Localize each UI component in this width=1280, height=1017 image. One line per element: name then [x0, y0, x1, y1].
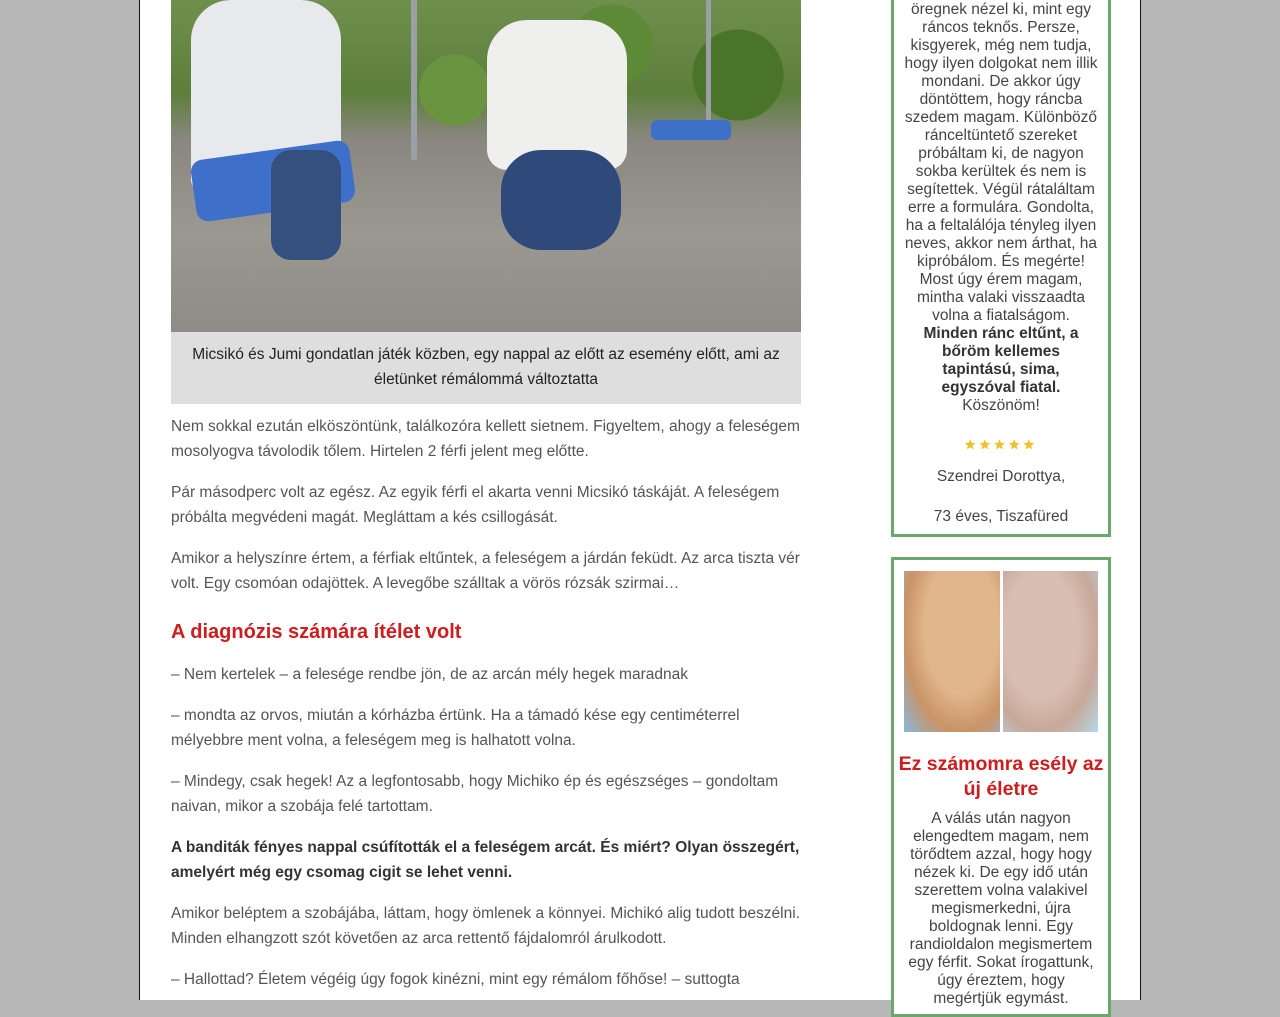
girl-legs: [271, 150, 341, 260]
article-photo: [171, 0, 801, 332]
photo-caption: Micsikó és Jumi gondatlan játék közben, egy nappal az előtt az esemény előtt, ami az életünket rémálommá változtatta: [171, 332, 801, 404]
before-after-image: [904, 571, 1098, 732]
star-rating-icon: ★★★★★: [964, 437, 1038, 452]
paragraph: – Hallottad? Életem végéig úgy fogok kinézni, mint egy rémálom főhőse! – suttogta: [171, 971, 740, 988]
testimonial-text: [894, 0, 1108, 415]
testimonial-box: [891, 557, 1111, 1017]
paragraph: Nem sokkal ezután elköszöntünk, találkozóra kellett sietnem. Figyeltem, ahogy a feleségem mosolyogva távolodik tőlem. Hirtelen 2 férfi jelent meg előtte.: [171, 418, 800, 460]
bold-paragraph: A banditák fényes nappal csúfították el a feleségem arcát. És miért? Olyan összegért, amelyért még egy csomag cigit se lehet venni.: [171, 839, 800, 881]
section-heading: A diagnózis számára ítélet volt: [171, 621, 462, 643]
testimonial-highlight: Minden ránc eltűnt, a bőröm kellemes tapintású, sima, egyszóval fiatal.: [923, 325, 1079, 396]
swing-chain: [706, 0, 711, 120]
article-main: [171, 0, 801, 992]
testimonial-body: öregnek nézel ki, mint egy ráncos teknős. Persze, kisgyerek, még nem tudja, hogy ilyen dolgokat nem illik mondani. De akkor úgy döntöttem, hogy ráncba szedem magam. Különböző ránceltüntető szereket próbáltam ki, de nagyon sokba kerültek és nem is segítettek. Végül rátaláltam erre a formulára. Gondolta, ha a feltalálója tényleg ilyen neves, akkor nem árthat, ha kipróbálom. És megérte! Most úgy érem magam, mintha valaki visszaadta volna a fiatalságom.: [904, 1, 1098, 324]
paragraph: Pár másodperc volt az egész. Az egyik férfi el akarta venni Micsikó táskáját. A feleségem próbálta megvédeni magát. Megláttam a kés csillogását.: [171, 484, 780, 526]
after-face-image: [1003, 571, 1099, 732]
testimonial-thanks: Köszönöm!: [962, 397, 1040, 414]
testimonial-text: A válás után nagyon elengedtem magam, nem törődtem azzal, hogy hogy nézek ki. De egy idő után szerettem volna valakivel megismerkedni, újra boldognak lenni. Egy randioldalon megismertem egy férfit. Sokat írogattunk, úgy éreztem, hogy megértjük egymást.: [908, 810, 1094, 1007]
paragraph: – Mindegy, csak hegek! Az a legfontosabb, hogy Michiko ép és egészséges – gondoltam naivan, mikor a szobája felé tartottam.: [171, 773, 779, 815]
paragraph: Amikor a helyszínre értem, a férfiak eltűntek, a feleségem a járdán feküdt. Az arca tiszta vér volt. Egy csomóan odajöttek. A levegőbe szálltak a vörös rózsák szirmai…: [171, 550, 800, 592]
page-container: [139, 0, 1141, 1007]
swing-chain: [411, 0, 417, 160]
paragraph: Amikor beléptem a szobájába, láttam, hogy ömlenek a könnyei. Michikó alig tudott beszélni. Minden elhangzott szót követően az arca rettentő fájdalomról árulkodott.: [171, 905, 800, 947]
before-face-image: [904, 571, 1000, 732]
testimonial-author: Szendrei Dorottya,: [936, 468, 1066, 485]
testimonial-box: [891, 0, 1111, 537]
paragraph: – mondta az orvos, miután a kórházba értünk. Ha a támadó kése egy centiméterrel mélyebbre ment volna, a feleségem meg is halhatott volna.: [171, 707, 740, 749]
swing-seat: [651, 120, 731, 140]
testimonial-location: 73 éves, Tiszafüred: [933, 508, 1069, 525]
woman-figure: [487, 20, 627, 170]
woman-legs: [501, 150, 621, 250]
testimonial-title: Ez számomra esély az új életre: [898, 753, 1104, 800]
paragraph: – Nem kertelek – a felesége rendbe jön, de az arcán mély hegek maradnak: [171, 666, 688, 683]
